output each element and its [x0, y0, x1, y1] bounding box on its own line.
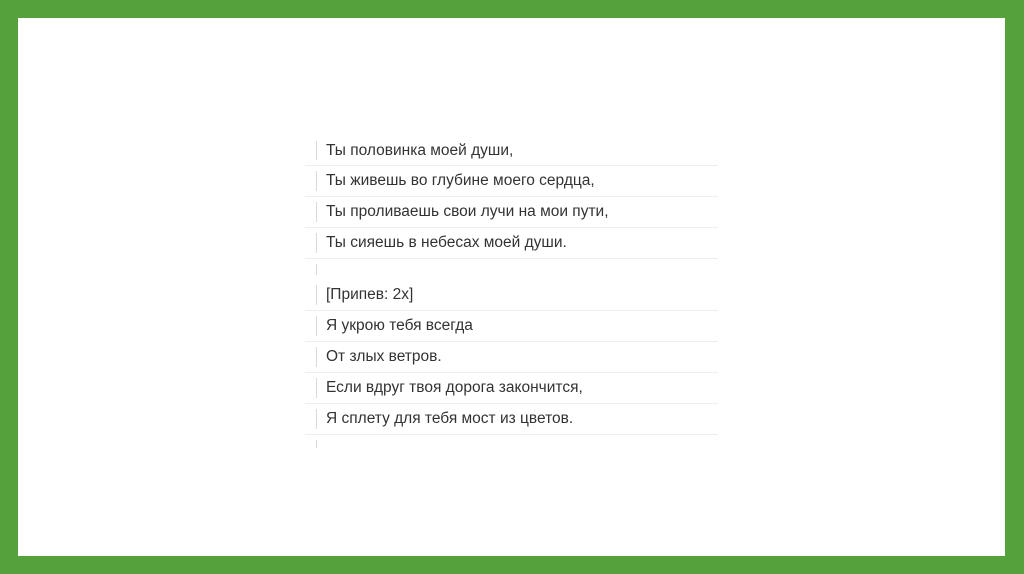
lyrics-line — [305, 197, 718, 228]
lyrics-line-text: [Припев: 2x] — [326, 286, 414, 303]
lyrics-blank-line — [305, 259, 718, 280]
lyrics-line — [305, 373, 718, 404]
lyrics-line — [305, 166, 718, 197]
lyrics-line — [305, 280, 718, 311]
lyrics-line-text: Ты сияешь в небесах моей души. — [326, 234, 567, 251]
lyrics-line — [305, 311, 718, 342]
slide — [18, 18, 1005, 556]
lyrics-line-text: Ты живешь во глубине моего сердца, — [326, 172, 595, 189]
lyrics-line-text: Если вдруг твоя дорога закончится, — [326, 379, 583, 396]
lyrics-line — [305, 404, 718, 435]
lyrics-line-text: Ты половинка моей души, — [326, 141, 514, 159]
lyrics-list — [305, 136, 718, 453]
lyrics-blank-line — [305, 435, 718, 453]
lyrics-line — [305, 136, 718, 166]
lyrics-line-text: От злых ветров. — [326, 348, 442, 365]
lyrics-line — [305, 228, 718, 259]
lyrics-line-text: Ты проливаешь свои лучи на мои пути, — [326, 203, 609, 220]
lyrics-line-text: Я сплету для тебя мост из цветов. — [326, 410, 574, 427]
lyrics-line — [305, 342, 718, 373]
lyrics-line-text: Я укрою тебя всегда — [326, 317, 473, 334]
